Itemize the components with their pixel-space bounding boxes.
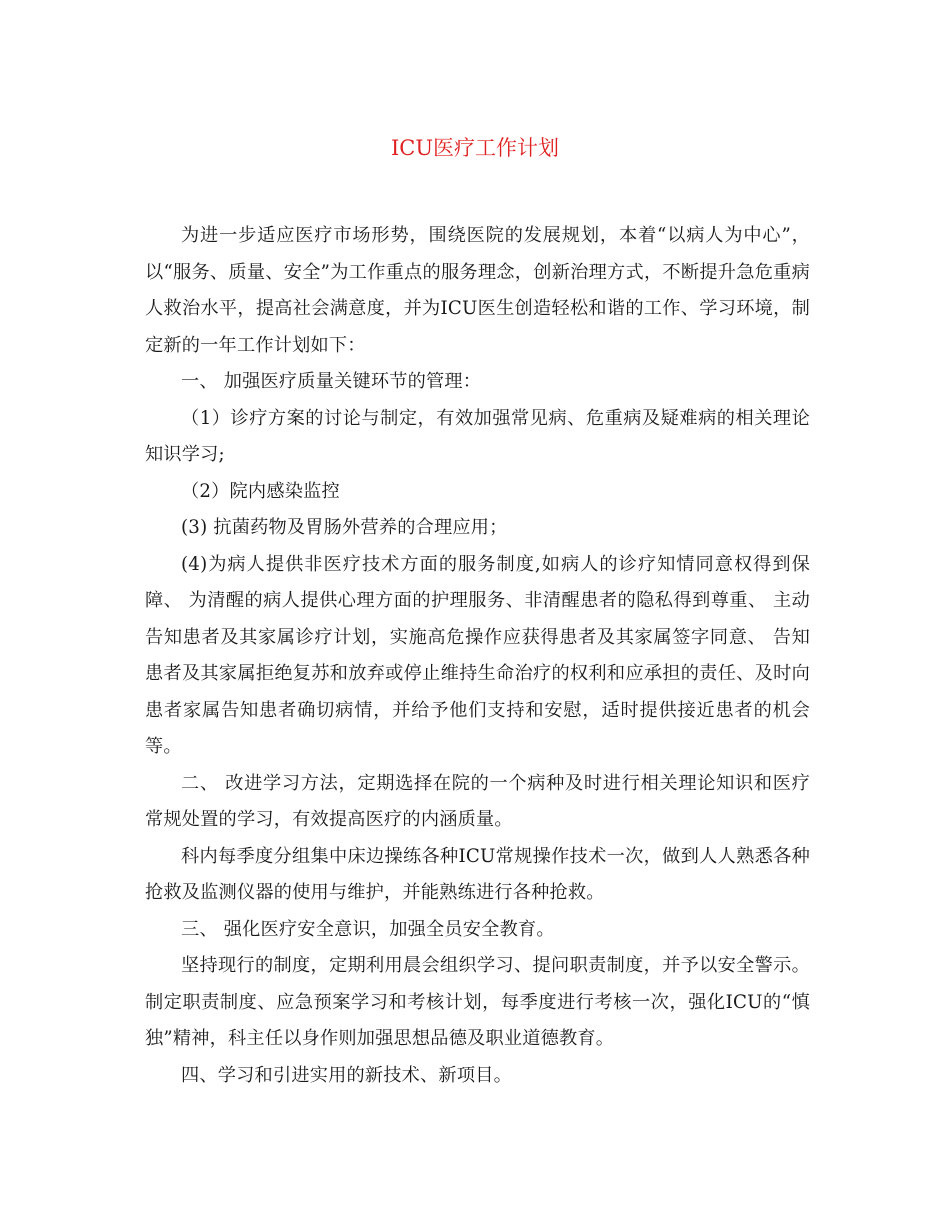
intro-paragraph: 为进一步适应医疗市场形势，围绕医院的发展规划，本着“以病人为中心”，以“服务、质量、安全”为工作重点的服务理念，创新治理方式，不断提升急危重病人救治水平，提高社会满意度，并为ICU医生创造轻松和谐的工作、学习环境，制定新的一年工作计划如下： — [145, 225, 810, 356]
document-body — [145, 218, 810, 1094]
item-2-paragraph: （2）院内感染监控 — [181, 480, 340, 502]
section-3-paragraph: 坚持现行的制度，定期利用晨会组织学习、提问职责制度，并予以安全警示。制定职责制度、应急预案学习和考核计划，每季度进行考核一次，强化ICU的“慎独”精神，科主任以身作则加强思想品德及职业道德教育。 — [145, 955, 810, 1049]
item-4-paragraph: (4)为病人提供非医疗技术方面的服务制度,如病人的诊疗知情同意权得到保障、 为清醒的病人提供心理方面的护理服务、非清醒患者的隐私得到尊重、 主动告知患者及其家属诊疗计划，实施高危操作应获得患者及其家属签字同意、 告知患者及其家属拒绝复苏和放弃或停止维持生命治疗的权利和应承担的责任、及时向患者家属告知患者确切病情，并给予他们支持和安慰，适时提供接近患者的机会等。 — [145, 553, 810, 757]
section-3-heading: 三、 强化医疗安全意识，加强全员安全教育。 — [181, 918, 555, 940]
item-1-paragraph: （1）诊疗方案的讨论与制定，有效加强常见病、危重病及疑难病的相关理论知识学习; — [145, 407, 810, 465]
section-1-heading: 一、 加强医疗质量关键环节的管理： — [181, 371, 482, 392]
section-2-paragraph: 科内每季度分组集中床边操练各种ICU常规操作技术一次，做到人人熟悉各种抢救及监测仪器的使用与维护，并能熟练进行各种抢救。 — [145, 845, 810, 903]
item-3-paragraph: (3) 抗菌药物及胃肠外营养的合理应用； — [181, 517, 508, 538]
section-2-heading: 二、 改进学习方法，定期选择在院的一个病种及时进行相关理论知识和医疗常规处置的学习，有效提高医疗的内涵质量。 — [145, 772, 810, 830]
document-title: ICU医疗工作计划 — [390, 136, 560, 160]
section-4-heading: 四、学习和引进实用的新技术、新项目。 — [181, 1064, 512, 1086]
